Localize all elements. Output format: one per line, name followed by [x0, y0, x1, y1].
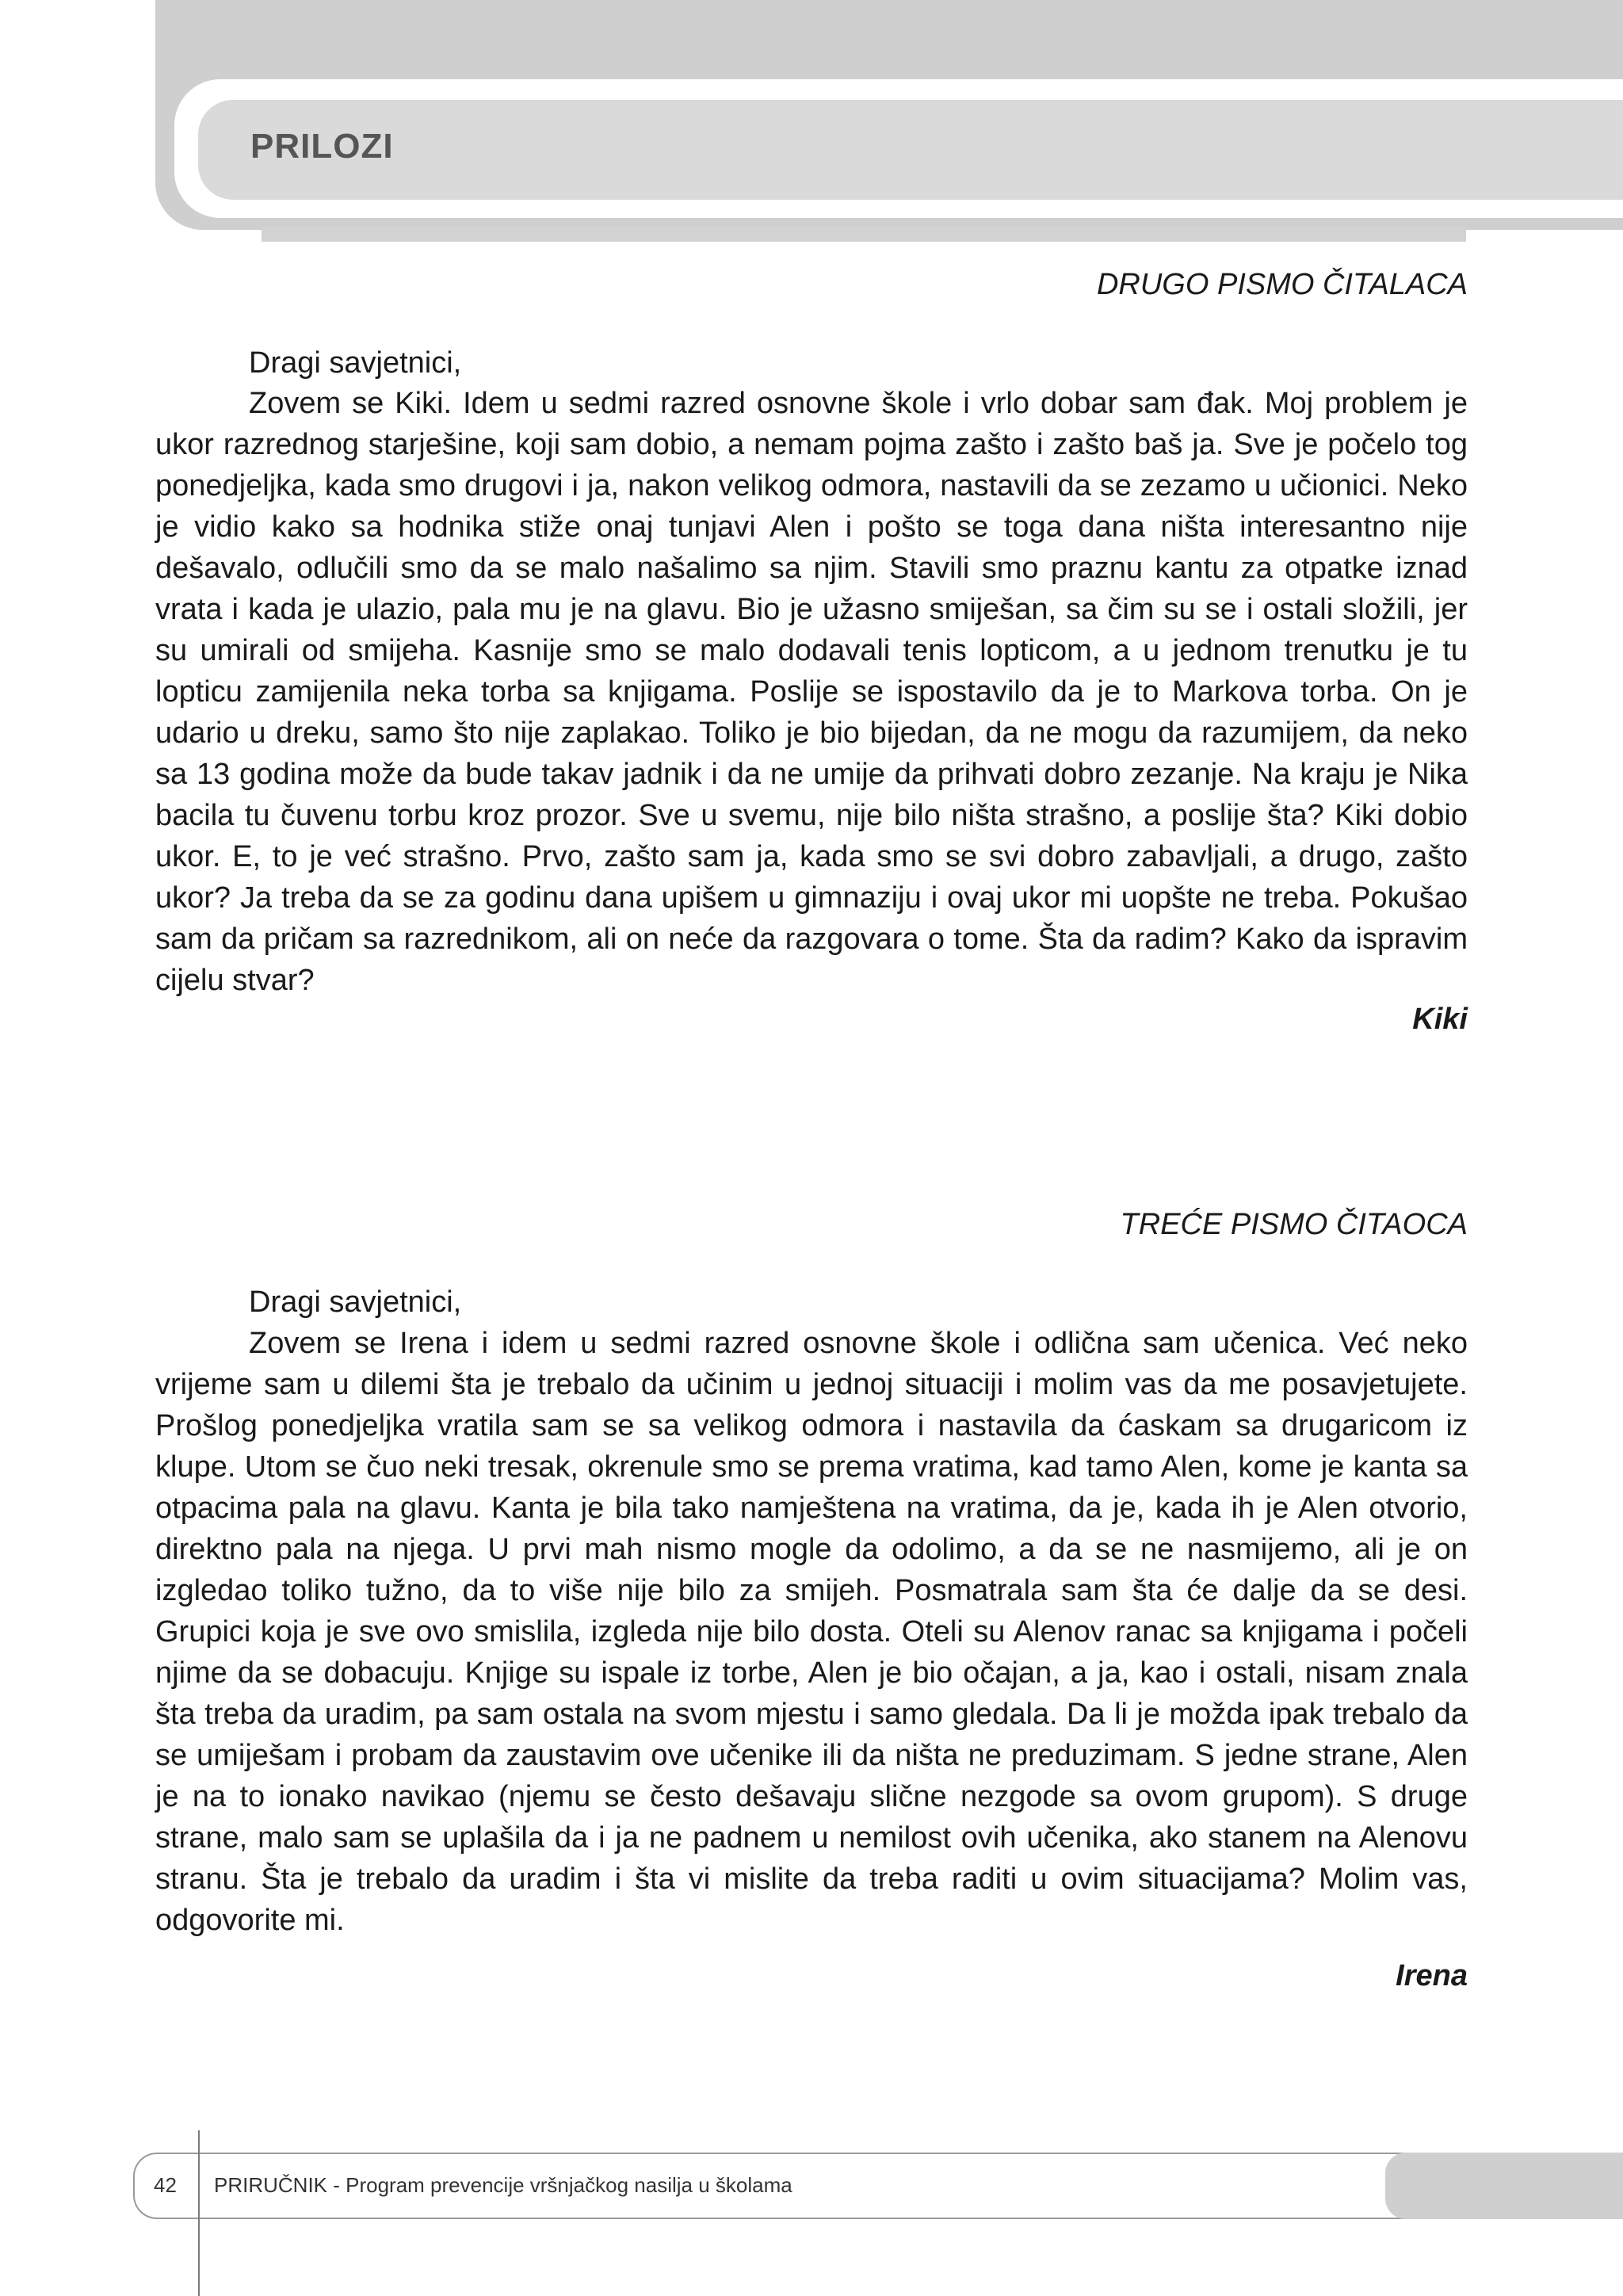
footer-title: PRIRUČNIK - Program prevencije vršnjačkog nasilja u školama — [214, 2173, 792, 2197]
letter-greeting: Dragi savjetnici, — [249, 346, 462, 380]
letter-title: DRUGO PISMO ČITALACA — [1096, 268, 1468, 301]
letter-body-text: Zovem se Irena i idem u sedmi razred osnovne škole i odlična sam učenica. Već neko vrijeme sam u dilemi šta je trebalo da učinim u jednoj situaciji i molim vas da me posavjetujete. Prošlog ponedjeljka vratila sam se sa velikog odmora i nastavila da ćaskam sa drugaricom iz klupe. Utom se čuo neki tresak, okrenule smo se prema vratima, kad tamo Alen, kome je kanta sa otpacima pala na glavu. Kanta je bila tako namještena na vratima, da je, kada ih je Alen otvorio, direktno pala na njega. U prvi mah nismo mogle da odolimo, a da se ne nasmijemo, ali je on izgledao toliko tužno, da to više nije bilo za smijeh. Posmatrala sam šta će dalje da se desi. Grupici koja je sve ovo smislila, izgleda nije bilo dosta. Oteli su Alenov ranac sa knjigama i počeli njime da se dobacuju. Knjige su ispale iz torbe, Alen je bio očajan, a ja, kao i ostali, nisam znala šta treba da uradim, pa sam ostala na svom mjestu i samo gledala. Da li je možda ipak trebalo da se umiješam i probam da zaustavim ove učenike ili da ništa ne preduzimam. S jedne strane, Alen je na to ionako navikao (njemu se često dešavaju slične nezgode sa ovom grupom). S druge strane, malo sam se uplašila da i ja ne padnem u nemilost ovih učenika, ako stanem na Alenovu stranu. Šta je trebalo da uradim i šta vi mislite da treba raditi u ovim situacijama? Molim vas, odgovorite mi. — [155, 1327, 1468, 1937]
footer-divider — [198, 2130, 200, 2296]
letter-title: TREĆE PISMO ČITAOCA — [1120, 1208, 1468, 1241]
footer-fill — [1385, 2153, 1623, 2219]
letter-greeting: Dragi savjetnici, — [249, 1286, 462, 1319]
section-heading: PRILOZI — [250, 127, 394, 166]
header-strip — [262, 226, 1466, 242]
letter-signature: Kiki — [1412, 1003, 1468, 1036]
page-number: 42 — [154, 2173, 177, 2197]
header-band — [198, 100, 1623, 200]
letter-body — [155, 383, 1468, 1001]
letter-body-text: Zovem se Kiki. Idem u sedmi razred osnovne škole i vrlo dobar sam đak. Moj problem je ukor razrednog starješine, koji sam dobio, a nemam pojma zašto i zašto baš ja. Sve je počelo tog ponedjeljka, kada smo drugovi i ja, nakon velikog odmora, nastavili da se zezamo u učionici. Neko je vidio kako sa hodnika stiže onaj tunjavi Alen i pošto se toga dana ništa interesantno nije dešavalo, odlučili smo da se malo našalimo sa njim. Stavili smo praznu kantu za otpatke iznad vrata i kada je ulazio, pala mu je na glavu. Bio je užasno smiješan, sa čim su se i ostali složili, jer su umirali od smijeha. Kasnije smo se malo dodavali tenis lopticom, a u jednom trenutku je tu lopticu zamijenila neka torba sa knjigama. Poslije se ispostavilo da je to Markova torba. On je udario u dreku, samo što nije zaplakao. Toliko je bio bijedan, da ne mogu da razumijem, da neko sa 13 godina može da bude takav jadnik i da ne umije da prihvati dobro zezanje. Na kraju je Nika bacila tu čuvenu torbu kroz prozor. Sve u svemu, nije bilo ništa strašno, a poslije šta? Kiki dobio ukor. E, to je već strašno. Prvo, zašto sam ja, kada smo se svi dobro zabavljali, a drugo, zašto ukor? Ja treba da se za godinu dana upišem u gimnaziju i ovaj ukor mi uopšte ne treba. Pokušao sam da pričam sa razrednikom, ali on neće da razgovara o tome. Šta da radim? Kako da ispravim cijelu stvar? — [155, 387, 1468, 997]
letter-body — [155, 1323, 1468, 1941]
letter-signature: Irena — [1396, 1959, 1468, 1992]
